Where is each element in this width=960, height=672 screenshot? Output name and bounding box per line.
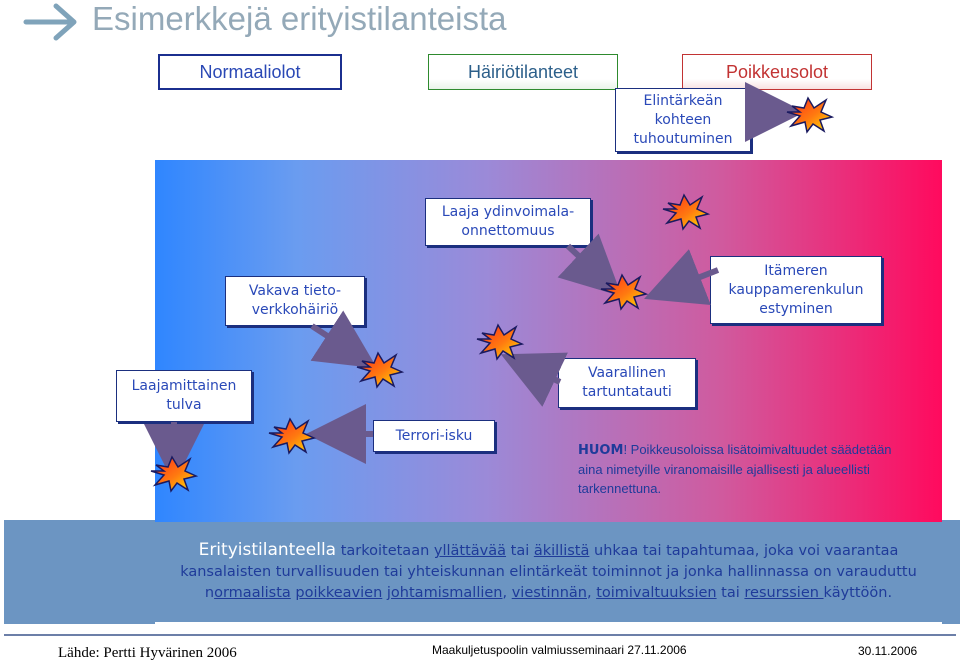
- footer-seminar: Maakuljetuspoolin valmiusseminaari 27.11.2006: [432, 643, 687, 657]
- event-large-flood: Laajamittainen tulva: [116, 370, 252, 422]
- arrow-right-icon: [22, 2, 82, 42]
- definition-band: [155, 522, 942, 622]
- event-baltic-shipping-blocked: Itämeren kauppamerenkulun estyminen: [710, 256, 882, 324]
- phase-emergency-label: Poikkeusolot: [682, 54, 872, 90]
- definition-text: Erityistilanteella tarkoitetaan yllättävää tai äkillistä uhkaa tai tapahtumaa, joka voi vaarantaa kansalaisten turvallisuuden tai yhteiskunnan elintärkeät toiminnot ja jonka hallinnassa on varauduttu normaalista poikkeavien johtamismallien, viestinnän, toimivaltuuksien tai resurssien käyttöön.: [180, 540, 917, 601]
- event-food-destruction: Elintärkeän kohteen tuhoutuminen: [615, 88, 751, 152]
- slide-title: Esimerkkejä erityistilanteista: [92, 0, 507, 37]
- phase-normal-label: Normaaliolot: [158, 54, 342, 90]
- footer-source: Lähde: Pertti Hyvärinen 2006: [58, 645, 237, 661]
- explosion-icon: [787, 98, 832, 132]
- event-it-network-outage: Vakava tieto- verkkohäiriö: [225, 276, 365, 326]
- footer-date: 30.11.2006: [858, 644, 918, 658]
- note-text: HUOM! Poikkeusoloissa lisätoimivaltuudet säädetään aina nimetyille viranomaisille ajallisesti ja alueellisti tarkennettuna.: [578, 442, 892, 496]
- event-dangerous-epidemic: Vaarallinen tartuntatauti: [558, 358, 696, 408]
- footer-divider: [4, 634, 956, 636]
- event-nuclear-accident: Laaja ydinvoimala- onnettomuus: [425, 198, 591, 246]
- phase-disturbance-label: Häiriötilanteet: [428, 54, 618, 90]
- event-terror-attack: Terrori-isku: [373, 420, 495, 452]
